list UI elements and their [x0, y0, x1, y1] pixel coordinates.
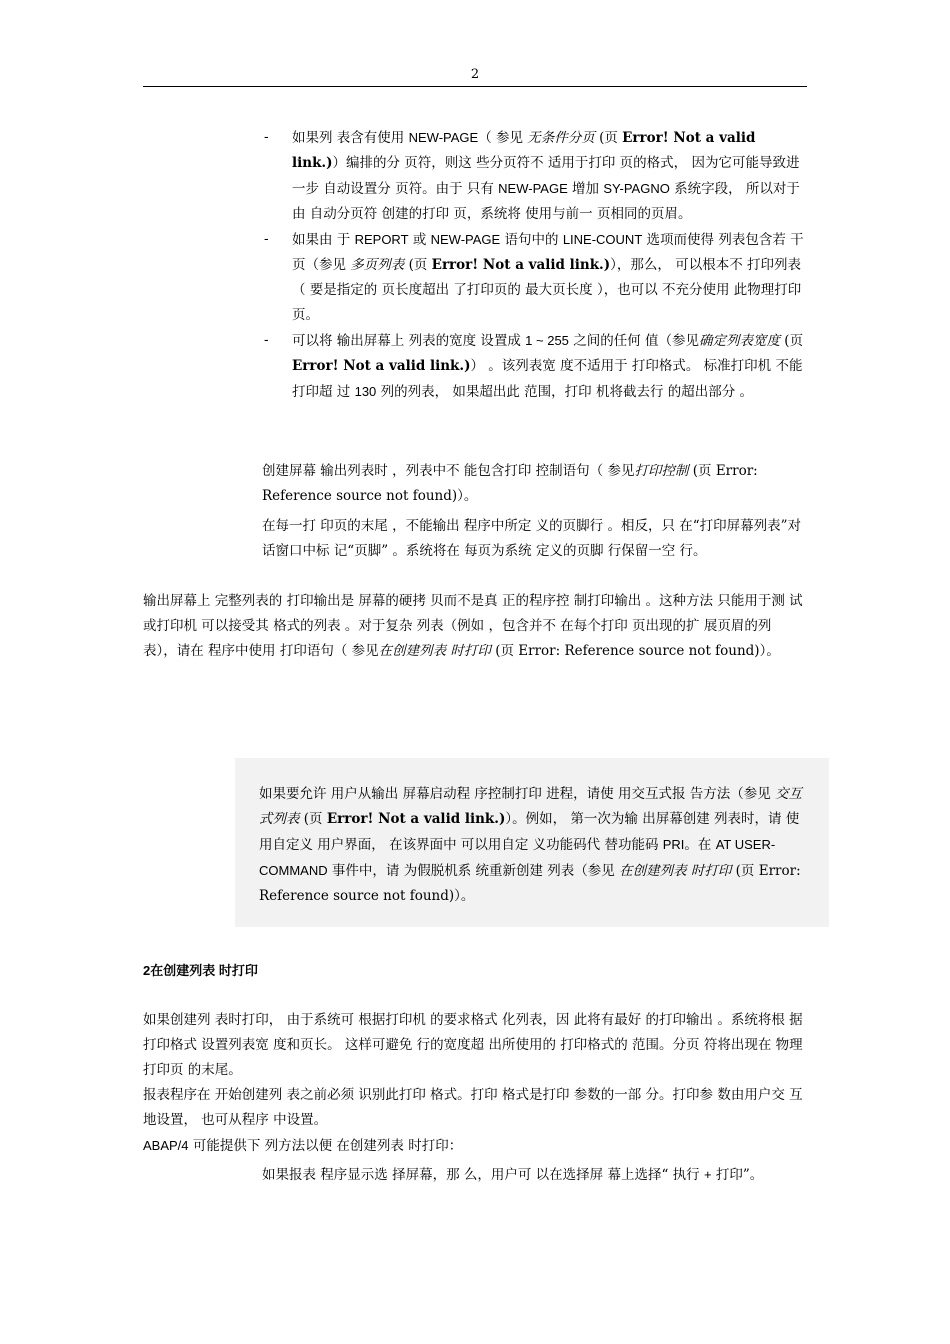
- bullet-dash: -: [264, 231, 269, 247]
- bullet-dash: -: [264, 129, 269, 145]
- code-term: LINE-COUNT: [562, 232, 643, 247]
- section-heading: 2在创建列表 时打印: [143, 963, 258, 978]
- paragraph-text: (页 Error: Reference source not found)）。: [262, 463, 758, 504]
- bullet-text: （ 参见: [478, 130, 528, 146]
- page-ref: (页: [780, 333, 804, 349]
- bullet-list: [262, 125, 807, 405]
- note-text-segment: ）。例如， 第一次为输 出屏幕创建 列表时，请 使用自定义 用户界面， 在该界面中 可以用自定 义功能码代 替功能码: [259, 811, 800, 853]
- code-term: REPORT: [354, 232, 409, 247]
- page-ref: (页: [404, 257, 432, 273]
- code-term: NEW-PAGE: [430, 232, 501, 247]
- bullet-item-line-count: [262, 227, 807, 328]
- cross-reference-link[interactable]: 多页列表: [350, 257, 405, 273]
- note-text-segment: 。在: [684, 837, 716, 853]
- bullet-text: ）编排的分 页符，则这 些分页符不 适用于打印 页的格式， 因为它可能导致进一步 自动设置分 页符。由于 只有: [292, 155, 800, 197]
- cross-reference-link[interactable]: 打印控制: [634, 463, 689, 479]
- bullet-text: ），那么， 可以根本不 打印列表（ 要是指定的 页长度超出 了打印页的 最大页长度 ），也可以 不充分使用 此物理打印 页。: [292, 257, 802, 323]
- code-term: SY-PAGNO: [603, 181, 670, 196]
- code-term: +: [703, 1167, 712, 1182]
- code-term: AT USER-COMMAND: [259, 837, 776, 878]
- paragraph-screen-output: [262, 459, 807, 509]
- bullet-text: 如果列 表含有使用: [292, 130, 409, 146]
- cross-reference-link[interactable]: 确定列表宽度: [699, 333, 781, 349]
- error-link: Error! Not a valid link.): [292, 130, 756, 171]
- paragraph-text: 可能提供下 列方法以便 在创建列表 时打印：: [188, 1138, 463, 1154]
- header-rule: [143, 86, 807, 87]
- code-term: 1 ~ 255: [525, 333, 569, 348]
- paragraph-print-format: 报表程序在 开始创建列 表之前必须 识别此打印 格式。打印 格式是打印 参数的一部 分。打印参 数由用户交 互地设置， 也可从程序 中设置。: [143, 1087, 803, 1128]
- bullet-text: 系统字段， 所以对于由 自动分页符 创建的打印 页，系统将 使用与前一 页相同的页眉。: [292, 181, 800, 222]
- bullet-item-width: [262, 328, 807, 405]
- cross-reference-link[interactable]: 无条件分页: [527, 130, 595, 146]
- paragraph-hardcopy: [143, 589, 807, 664]
- bullet-text: 列的列表， 如果超出此 范围，打印 机将截去行 的超出部分 。: [376, 384, 754, 400]
- error-link: Error! Not a valid link.): [326, 811, 506, 827]
- note-text: [259, 782, 807, 909]
- note-box: [235, 758, 829, 927]
- paragraph-text: 输出屏幕上 完整列表的 打印输出是 屏幕的硬拷 贝而不是真 正的程序控 制打印输出 。这种方法 只能用于测 试或打印机 可以接受其 格式的列表 。对于复杂 列表（例如 ，包含并不 在每个打印 页出现的扩 展页眉的列 表），请在 程序中使用 打印语句（ 参见: [143, 593, 803, 659]
- bullet-text: 选项而使得 列表包含若 干页（参见: [292, 232, 804, 273]
- code-term: NEW-PAGE: [408, 130, 479, 145]
- page-number: 2: [470, 67, 480, 82]
- bullet-text: 或: [408, 232, 431, 248]
- bullet-text: 语句中的: [500, 232, 563, 248]
- bullet-text: 之间的任何 值（参见: [568, 333, 700, 349]
- code-term: PRI: [662, 837, 685, 852]
- error-link: Error! Not a valid link.): [292, 358, 471, 374]
- bullet-item-new-page: [262, 125, 807, 227]
- paragraph-selection-screen: [262, 1162, 792, 1188]
- page-ref: (页: [594, 130, 623, 146]
- error-link: Error! Not a valid link.): [431, 257, 611, 273]
- bullet-text: ） 。该列表宽 度不适用于 打印格式。 标准打印机 不能打印超 过: [292, 358, 803, 400]
- bullet-text: 增加: [567, 181, 604, 197]
- note-text-segment: (页 Error: Reference source not found)）。: [259, 863, 801, 904]
- paragraph-text: 创建屏幕 输出列表时 ，列表中不 能包含打印 控制语句（ 参见: [262, 463, 635, 479]
- page-ref: (页: [299, 811, 327, 827]
- bullet-dash: -: [264, 332, 269, 348]
- paragraph-footer: 在每一打 印页的末尾 ，不能输出 程序中所定 义的页脚行 。相反，只 在“打印屏幕列表”对 话窗口中标 记“页脚” 。系统将在 每页为系统 定义的页脚 行保留一空 行。: [262, 518, 802, 559]
- bullet-text: 可以将 输出屏幕上 列表的宽度 设置成: [292, 333, 526, 349]
- note-text-segment: 事件中，请 为假脱机系 统重新创建 列表（参见: [327, 863, 620, 879]
- cross-reference-link[interactable]: 交互式列表: [259, 786, 803, 827]
- bullet-text: 如果由 于: [292, 232, 355, 248]
- note-text-segment: 如果要允许 用户从输出 屏幕启动程 序控制打印 进程，请使 用交互式报 告方法（参见: [259, 786, 776, 802]
- paragraph-create-print: 如果创建列 表时打印， 由于系统可 根据打印机 的要求格式 化列表，因 此将有最好 的打印输出 。系统将根 据打印格式 设置列表宽 度和页长。 这样可避免 行的宽度超 出所使用的 打印格式的 范围。分页 符将出现在 物理打印页 的末尾。: [143, 1012, 803, 1078]
- cross-reference-link[interactable]: 在创建列表 时打印: [378, 643, 491, 659]
- code-term: NEW-PAGE: [498, 181, 568, 196]
- paragraph-text: (页 Error: Reference source not found)）。: [490, 643, 780, 659]
- paragraph-text: 打印”。: [711, 1167, 764, 1183]
- code-term: ABAP/4: [143, 1138, 189, 1153]
- paragraph-methods: [143, 1133, 807, 1159]
- cross-reference-link[interactable]: 在创建列表 时打印: [619, 863, 732, 879]
- paragraph-text: 如果报表 程序显示选 择屏幕，那 么，用户可 以在选择屏 幕上选择“ 执行: [262, 1167, 704, 1183]
- code-term: 130: [354, 384, 377, 399]
